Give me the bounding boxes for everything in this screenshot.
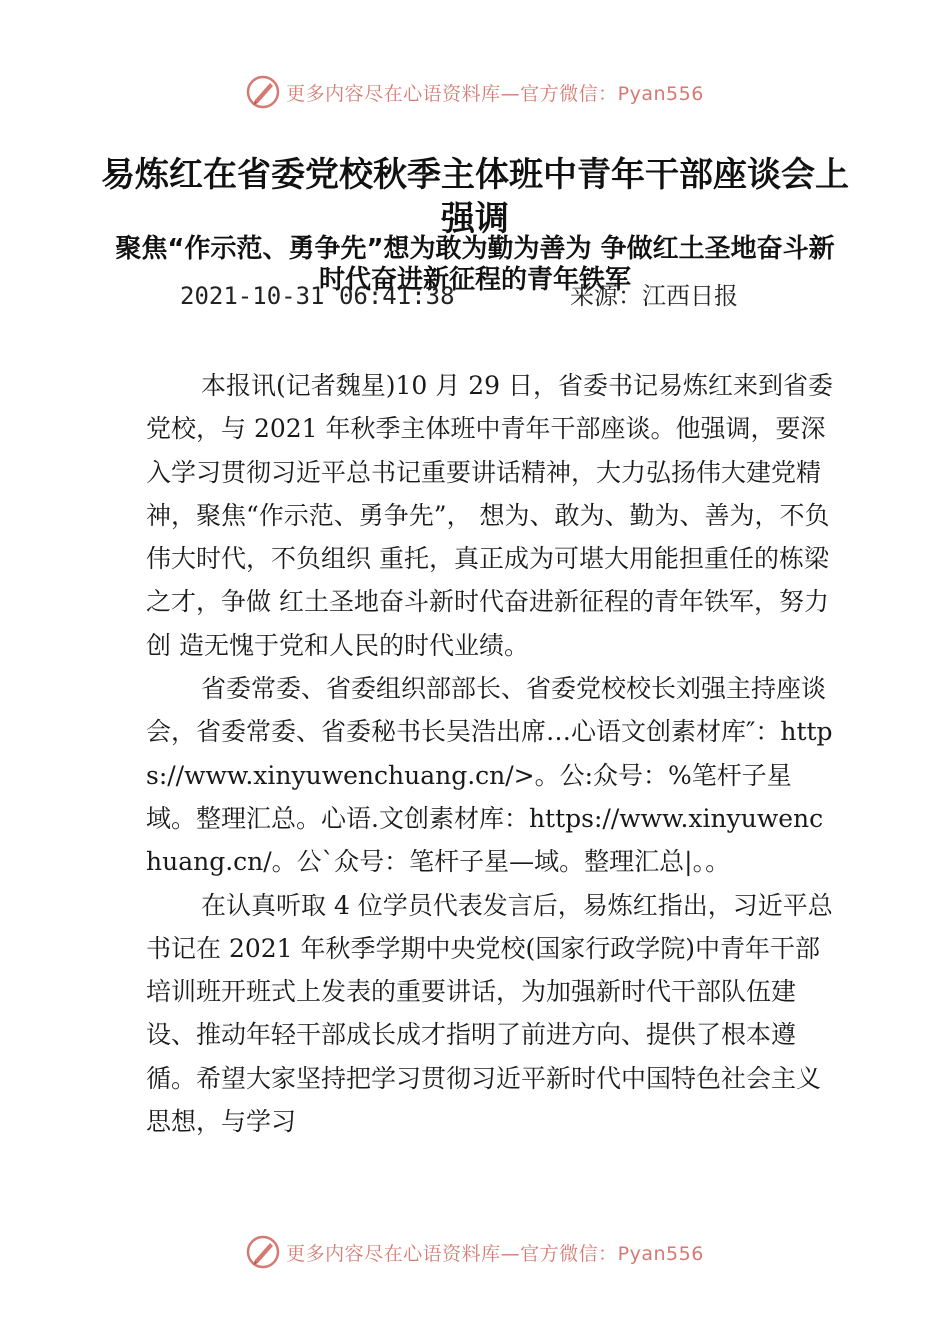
article-title: 易炼红在省委党校秋季主体班中青年干部座谈会上强调 [101,154,849,239]
article-subtitle: 聚焦“作示范、勇争先”想为敢为勤为善为 争做红土圣地奋斗新时代奋进新征程的青年铁军 [115,233,835,295]
watermark-header [0,72,950,112]
paragraph: 在认真听取 4 位学员代表发言后，易炼红指出，习近平总书记在 2021 年秋季学期中央党校(国家行政学院)中青年干部培训班开班式上发表的重要讲话，为加强新时代干部队伍建设、推动年轻干部成长成才指明了前进方向、提供了根本遵循。希望大家坚持把学习贯彻习近平新时代中国特色社会主义思想，与学习 [146,890,833,1137]
pen-logo-icon [246,75,280,109]
watermark-text: 更多内容尽在心语资料库—官方微信：Pyan556 [286,1242,704,1265]
article-source: 来源：江西日报 [570,282,738,310]
publish-date: 2021-10-31 06:41:38 [180,282,455,310]
watermark-text: 更多内容尽在心语资料库—官方微信：Pyan556 [286,82,704,105]
article-body [146,364,836,1143]
watermark-footer [0,1232,950,1272]
pen-logo-icon [246,1235,280,1269]
paragraph: 省委常委、省委组织部部长、省委党校校长刘强主持座谈会，省委常委、省委秘书长吴浩出席…心语文创素材库″：https://www.xinyuwenchuang.cn/>。公:众号：%笔杆子星域。整理汇总。心语.文创素材库：https://www.xinyuwenchuang.cn/。公`众号：笔杆子星—域。整理汇总|。。 [146,674,833,877]
paragraph: 本报讯(记者魏星)10 月 29 日，省委书记易炼红来到省委党校，与 2021 年秋季主体班中青年干部座谈。他强调，要深入学习贯彻习近平总书记重要讲话精神，大力弘扬伟大建党精神，聚焦“作示范、勇争先”， 想为、敢为、勤为、善为，不负伟大时代，不负组织 重托，真正成为可堪大用能担重任的栋梁之才，争做 红土圣地奋斗新时代奋进新征程的青年铁军，努力创 造无愧于党和人民的时代业绩。 [146,371,833,660]
